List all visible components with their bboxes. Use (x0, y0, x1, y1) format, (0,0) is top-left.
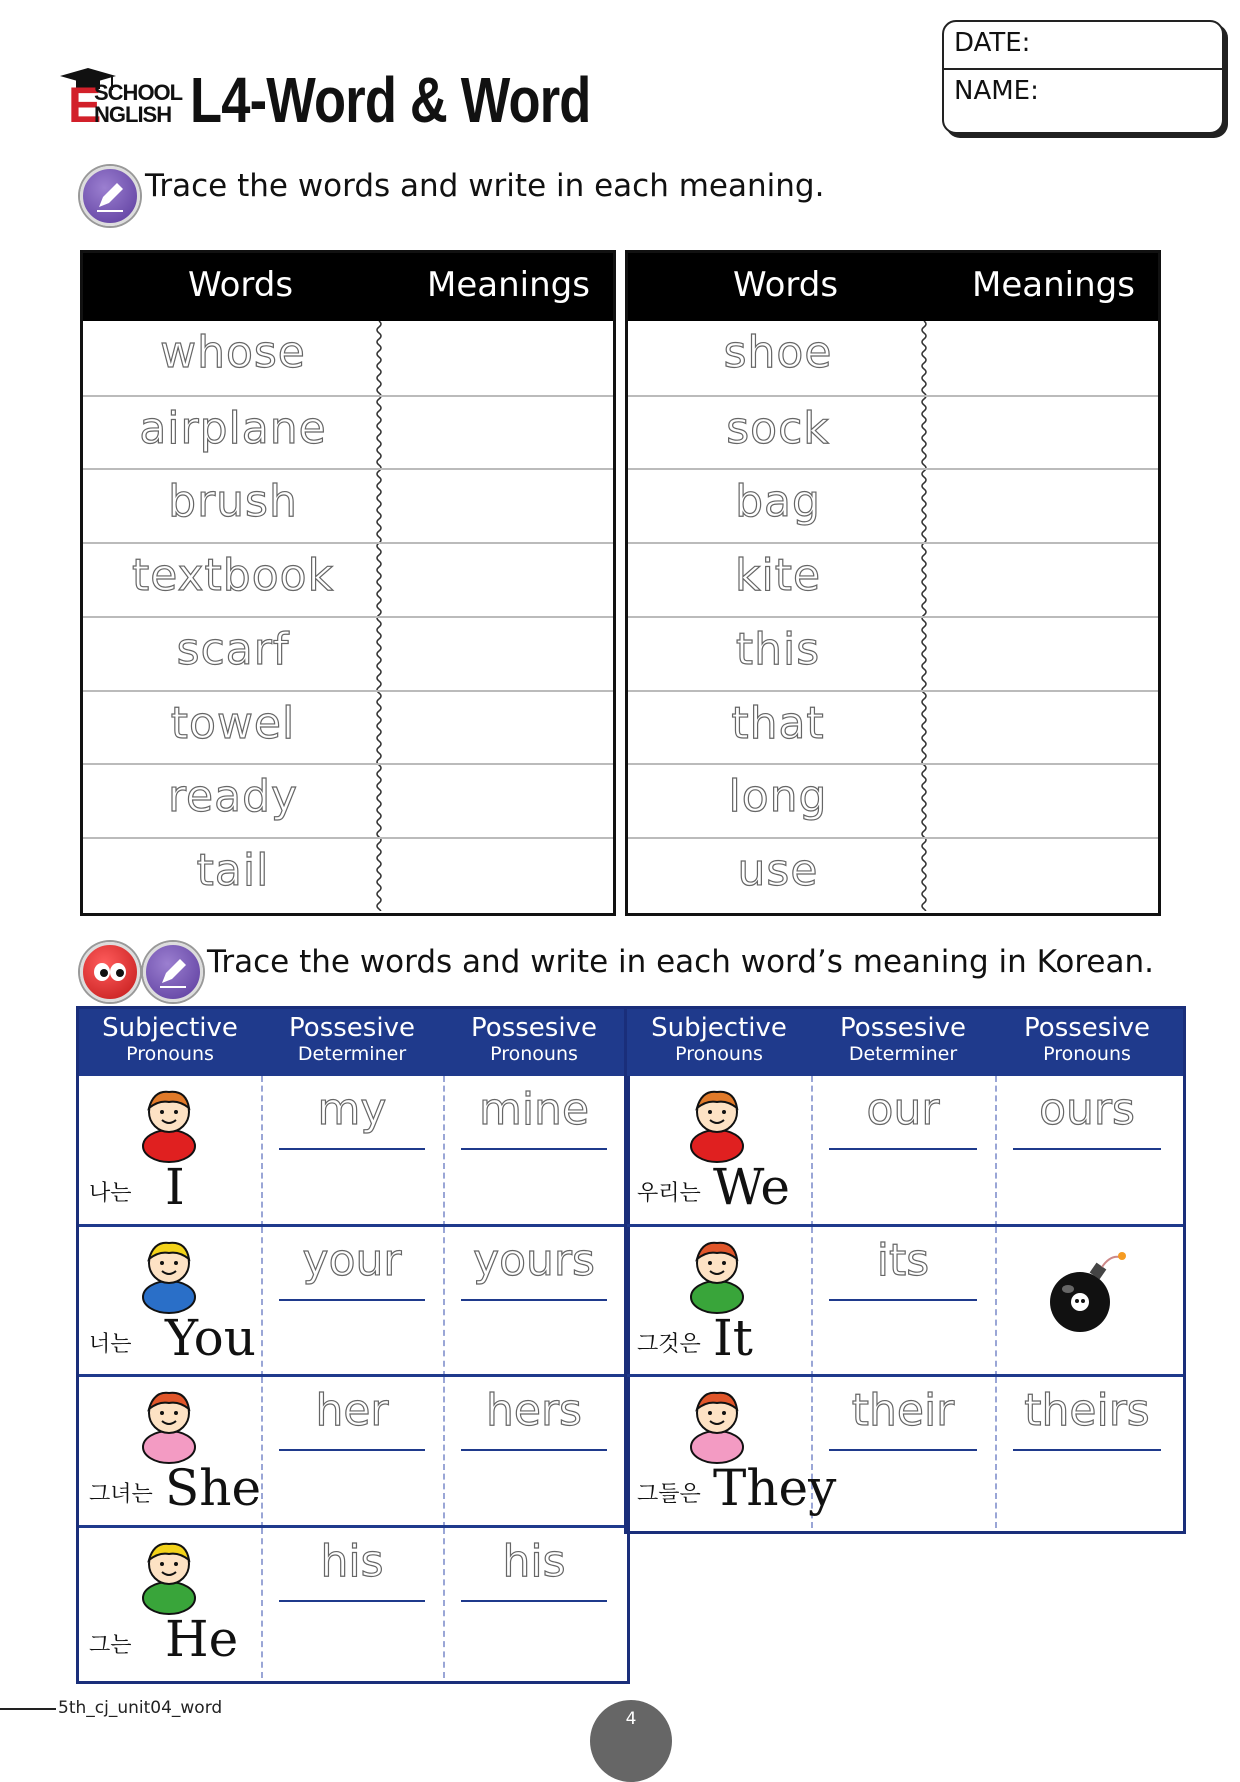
meaning-field[interactable] (385, 397, 607, 471)
trace-underline (279, 1449, 425, 1451)
col-words: Words (188, 265, 294, 305)
table-row (83, 837, 613, 913)
header-pronouns: Possesive Pronouns (471, 1013, 597, 1065)
trace-possessive: his (502, 1535, 566, 1587)
meaning-field[interactable] (930, 692, 1152, 766)
table-row (628, 837, 1158, 913)
trace-table-right (625, 250, 1161, 916)
table-row (628, 763, 1158, 839)
trace-underline (461, 1299, 607, 1301)
kid-illustration-icon (124, 1385, 214, 1469)
korean-meaning-field[interactable] (821, 1156, 985, 1217)
table-row (83, 395, 613, 471)
korean-pronoun: 나는 (89, 1181, 132, 1206)
meaning-field[interactable] (930, 618, 1152, 692)
korean-pronoun: 그녀는 (89, 1482, 153, 1507)
table-row (628, 616, 1158, 692)
trace-table-left (80, 250, 616, 916)
meaning-field[interactable] (385, 765, 607, 839)
header-subjective: Subjective Pronouns (651, 1013, 787, 1065)
trace-word: this (735, 623, 821, 675)
table-row (628, 542, 1158, 618)
instruction-2: Trace the words and write in each word’s meaning in Korean. (207, 944, 1154, 980)
trace-possessive: theirs (1024, 1385, 1150, 1436)
pencil-icon (80, 166, 140, 226)
korean-pronoun: 그는 (89, 1632, 132, 1658)
korean-meaning-field[interactable] (453, 1608, 615, 1669)
trace-underline (1013, 1148, 1161, 1150)
trace-word: whose (160, 327, 306, 378)
korean-meaning-field[interactable] (271, 1457, 433, 1518)
korean-meaning-field[interactable] (1005, 1457, 1169, 1518)
name-label: NAME: (954, 76, 1039, 106)
date-name-box (942, 20, 1224, 134)
korean-meaning-field[interactable] (271, 1307, 433, 1368)
trace-possessive: ours (1039, 1084, 1135, 1135)
eyes-icon (80, 942, 140, 1002)
trace-possessive: hers (486, 1385, 582, 1436)
pronoun-row (79, 1073, 627, 1227)
trace-word: brush (168, 476, 298, 528)
trace-word: sock (726, 402, 830, 454)
korean-pronoun: 그들은 (637, 1482, 701, 1507)
trace-underline (279, 1600, 425, 1602)
meaning-field[interactable] (930, 544, 1152, 618)
table-header (628, 253, 1158, 321)
trace-underline (279, 1299, 425, 1301)
trace-word: ready (167, 771, 299, 823)
table-row (628, 690, 1158, 766)
header-subjective: Subjective Pronouns (102, 1013, 238, 1065)
meaning-field[interactable] (385, 470, 607, 544)
meaning-field[interactable] (930, 321, 1152, 395)
pronoun-row (79, 1374, 627, 1528)
kid-illustration-icon (672, 1385, 762, 1469)
subjective-pronoun: He (165, 1609, 239, 1668)
bomb-icon (1040, 1247, 1130, 1341)
korean-meaning-field[interactable] (821, 1457, 985, 1518)
pronoun-row (79, 1525, 627, 1679)
korean-meaning-field[interactable] (1005, 1156, 1169, 1217)
meaning-field[interactable] (385, 839, 607, 913)
logo-letter: E (68, 77, 102, 133)
pronoun-row (627, 1224, 1183, 1378)
subjective-pronoun: I (165, 1158, 185, 1216)
trace-word: long (728, 771, 828, 823)
table-row (83, 763, 613, 839)
col-meanings: Meanings (427, 265, 590, 305)
korean-meaning-field[interactable] (453, 1156, 615, 1217)
trace-determiner: her (315, 1385, 389, 1436)
trace-word: scarf (176, 623, 290, 675)
table-row (83, 690, 613, 766)
header-determiner: Possesive Determiner (289, 1013, 415, 1065)
subjective-pronoun: They (713, 1459, 837, 1517)
meaning-field[interactable] (930, 839, 1152, 913)
kid-illustration-icon (672, 1084, 762, 1168)
meaning-field[interactable] (385, 618, 607, 692)
trace-determiner: its (876, 1234, 930, 1286)
trace-determiner: their (851, 1385, 955, 1436)
column-divider (995, 1227, 997, 1378)
table-row (83, 616, 613, 692)
table-row (83, 542, 613, 618)
trace-underline (829, 1148, 977, 1150)
school-english-logo (58, 66, 183, 133)
trace-word: tail (196, 844, 270, 896)
meaning-field[interactable] (385, 321, 607, 395)
meaning-field[interactable] (930, 397, 1152, 471)
pronoun-header (79, 1009, 627, 1073)
trace-possessive: yours (473, 1234, 595, 1286)
pronoun-row (627, 1374, 1183, 1528)
kid-illustration-icon (124, 1536, 214, 1620)
trace-possessive: mine (478, 1084, 590, 1135)
meaning-field[interactable] (930, 470, 1152, 544)
korean-pronoun: 우리는 (637, 1181, 701, 1206)
subjective-pronoun: You (165, 1308, 256, 1367)
trace-underline (461, 1449, 607, 1451)
pronoun-table-left (76, 1006, 630, 1684)
korean-pronoun: 그것은 (637, 1331, 701, 1357)
page-title: L4-Word & Word (190, 64, 591, 136)
korean-meaning-field[interactable] (453, 1457, 615, 1518)
instruction-1: Trace the words and write in each meaning. (145, 168, 825, 204)
subjective-pronoun: We (713, 1158, 790, 1216)
col-meanings: Meanings (972, 265, 1135, 305)
trace-determiner: my (317, 1084, 387, 1135)
footer-code: 5th_cj_unit04_word (58, 1698, 223, 1718)
trace-determiner: his (320, 1535, 384, 1587)
trace-underline (829, 1449, 977, 1451)
trace-word: bag (735, 476, 821, 528)
pronoun-header (627, 1009, 1183, 1073)
korean-meaning-field[interactable] (271, 1156, 433, 1217)
pronoun-row (627, 1073, 1183, 1227)
table-header (83, 253, 613, 321)
table-row (83, 468, 613, 544)
trace-word: use (737, 844, 819, 896)
korean-meaning-field[interactable] (453, 1307, 615, 1368)
korean-pronoun: 너는 (89, 1331, 132, 1357)
trace-underline (461, 1148, 607, 1150)
trace-word: kite (734, 550, 822, 602)
header-pronouns: Possesive Pronouns (1024, 1013, 1150, 1065)
trace-word: textbook (131, 550, 335, 602)
footer-rule (0, 1708, 56, 1710)
page-number: 4 (590, 1700, 672, 1782)
table-row (83, 321, 613, 395)
subjective-pronoun: She (165, 1459, 262, 1517)
trace-word: airplane (139, 402, 327, 454)
trace-underline (279, 1148, 425, 1150)
logo-top-text: SCHOOL (94, 80, 183, 105)
meaning-field[interactable] (385, 692, 607, 766)
table-row (628, 321, 1158, 395)
kid-illustration-icon (124, 1084, 214, 1168)
trace-determiner: our (866, 1084, 940, 1135)
pronoun-table-right (624, 1006, 1186, 1534)
meaning-field[interactable] (385, 544, 607, 618)
table-row (628, 395, 1158, 471)
header-determiner: Possesive Determiner (840, 1013, 966, 1065)
date-label: DATE: (954, 28, 1031, 58)
logo-bottom-text: NGLISH (94, 102, 172, 127)
kid-illustration-icon (672, 1235, 762, 1319)
trace-determiner: your (302, 1234, 402, 1286)
subjective-pronoun: It (713, 1308, 753, 1367)
col-words: Words (733, 265, 839, 305)
trace-underline (829, 1299, 977, 1301)
pencil-icon (143, 942, 203, 1002)
korean-meaning-field[interactable] (821, 1307, 985, 1368)
table-row (628, 468, 1158, 544)
trace-underline (1013, 1449, 1161, 1451)
kid-illustration-icon (124, 1235, 214, 1319)
trace-underline (461, 1600, 607, 1602)
trace-word: towel (170, 697, 296, 749)
korean-meaning-field[interactable] (271, 1608, 433, 1669)
trace-word: shoe (723, 327, 833, 378)
pronoun-row (79, 1224, 627, 1378)
trace-word: that (731, 697, 825, 749)
meaning-field[interactable] (930, 765, 1152, 839)
